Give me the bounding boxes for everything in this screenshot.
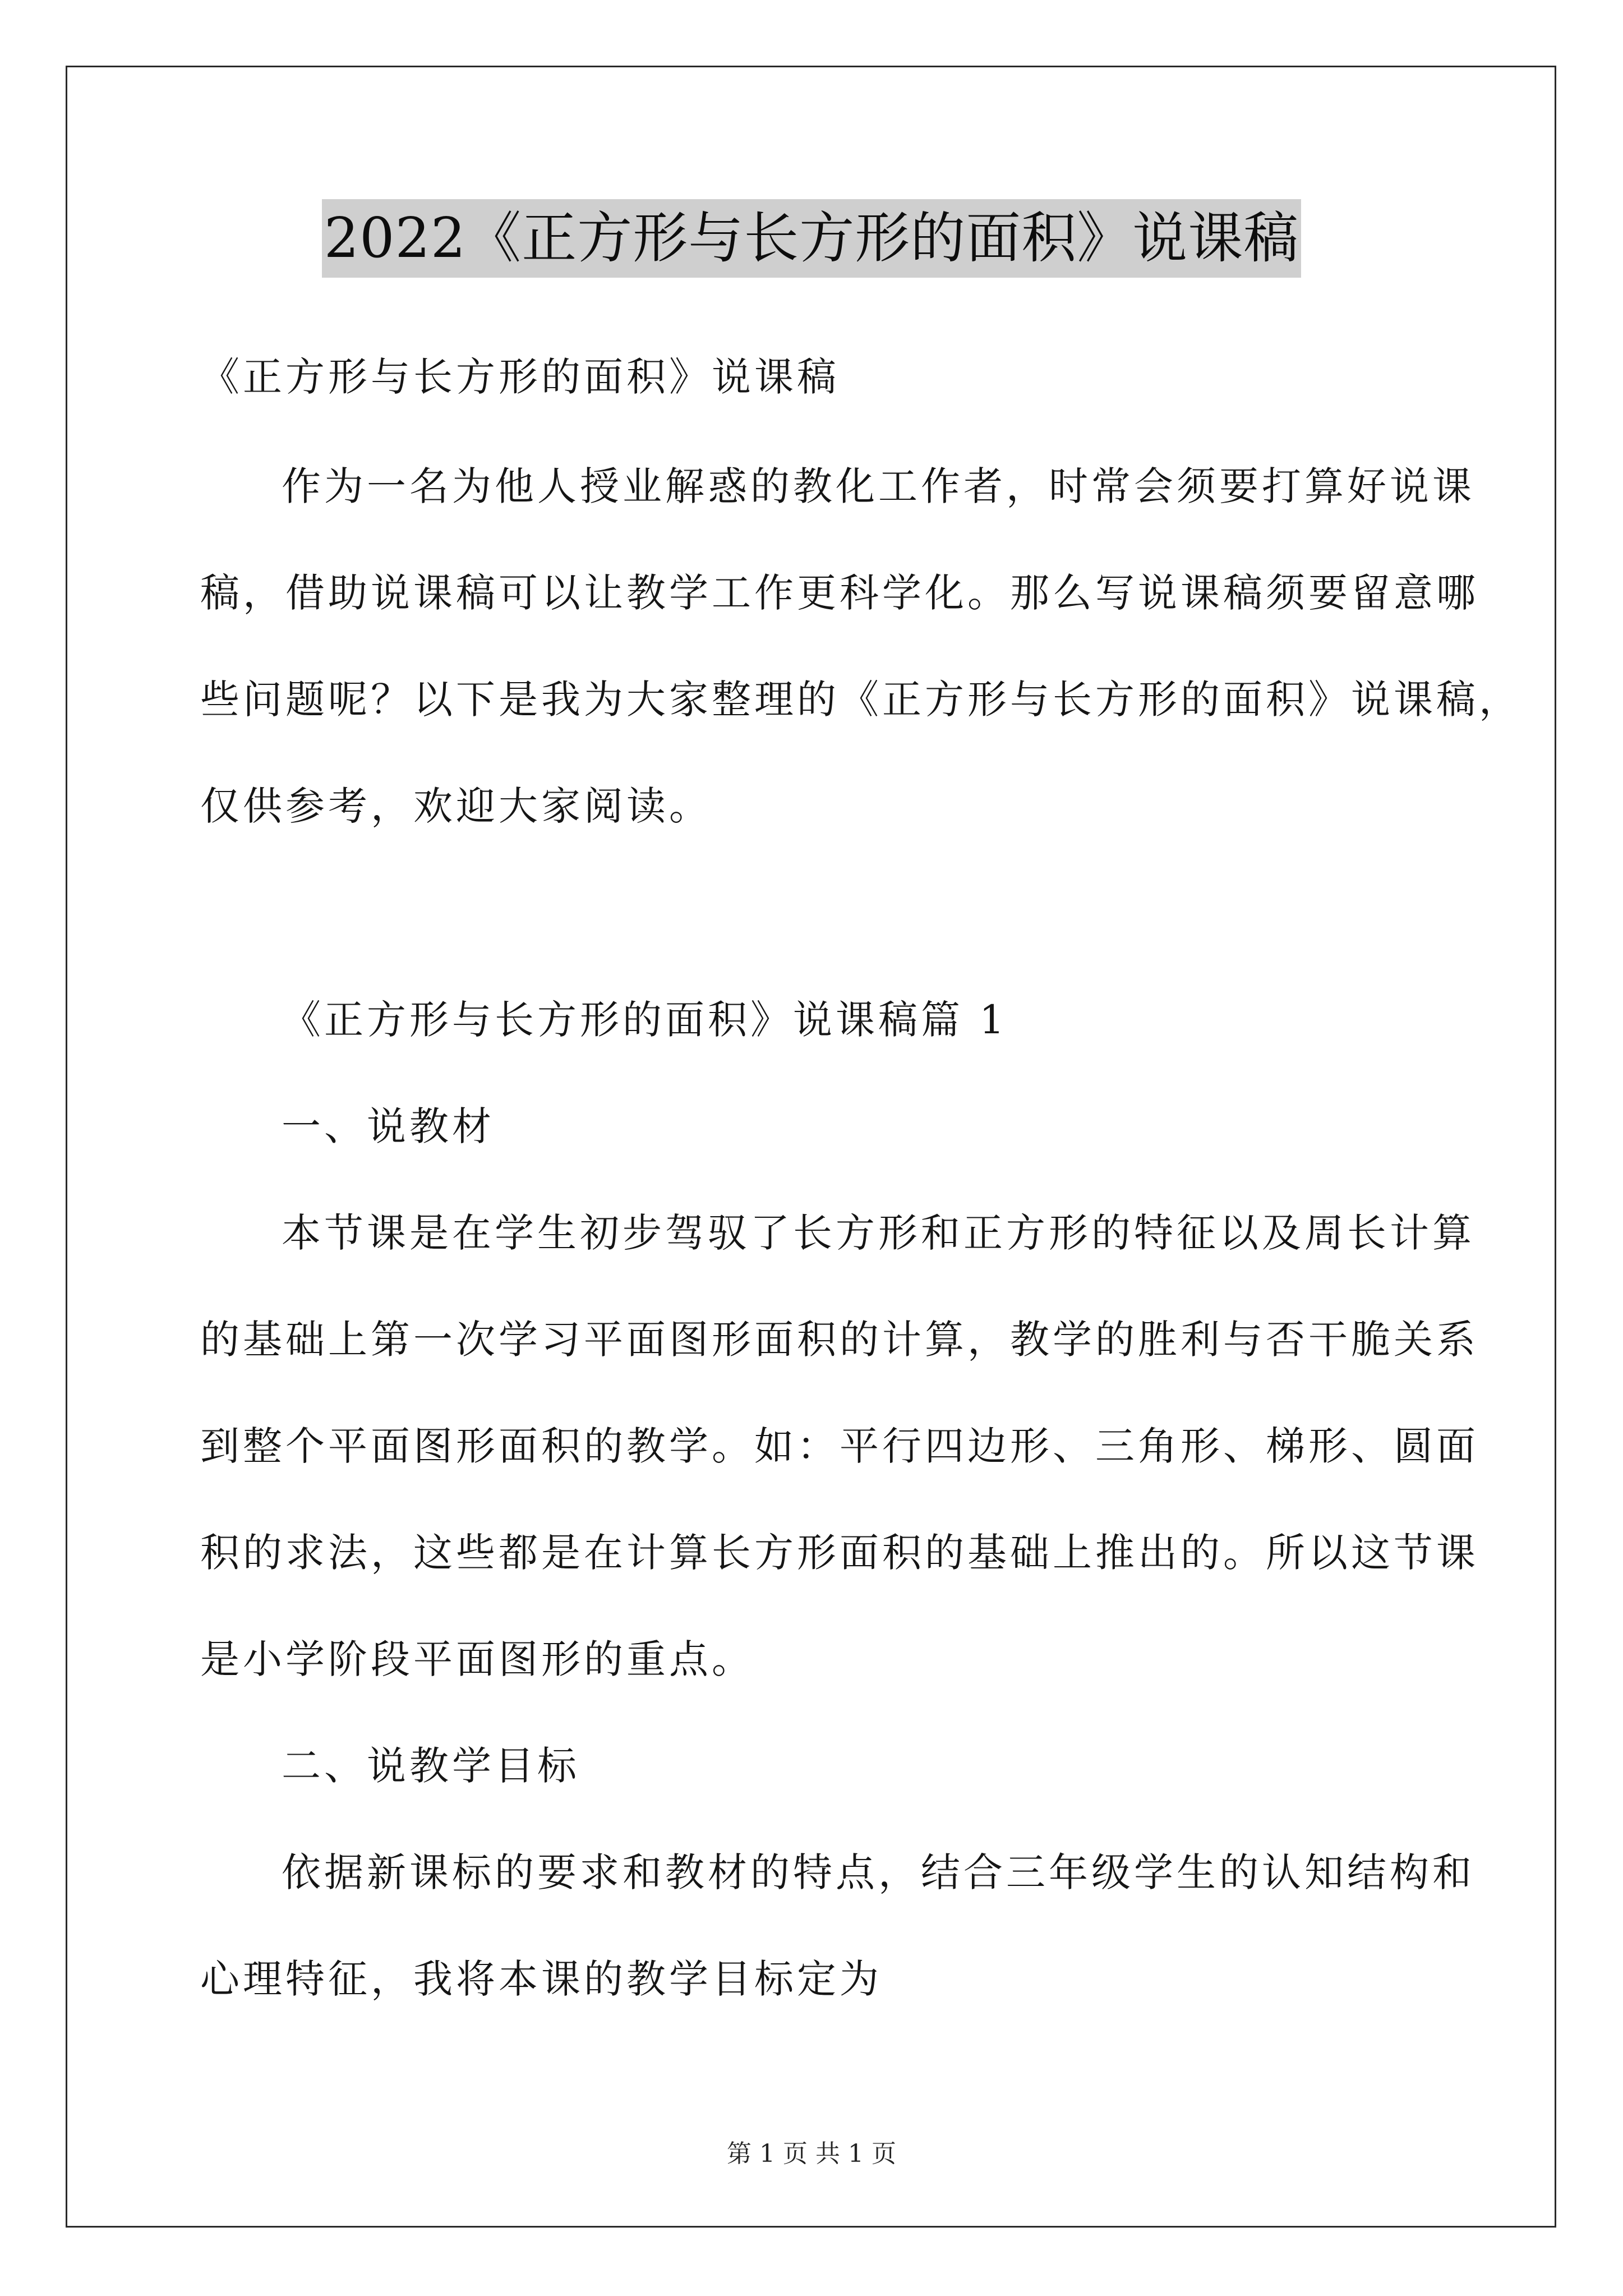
textbook-line-1: 本节课是在学生初步驾驭了长方形和正方形的特征以及周长计算 xyxy=(282,1210,1475,1256)
page-footer: 第 1 页 共 1 页 xyxy=(727,2139,896,2168)
textbook-line-2: 的基础上第一次学习平面图形面积的计算，教学的胜利与否干脆关系 xyxy=(200,1317,1479,1363)
textbook-line-4: 积的求法，这些都是在计算长方形面积的基础上推出的。所以这节课 xyxy=(200,1530,1479,1576)
textbook-line-5: 是小学阶段平面图形的重点。 xyxy=(200,1636,754,1682)
textbook-line-3: 到整个平面图形面积的教学。如：平行四边形、三角形、梯形、圆面 xyxy=(200,1423,1479,1469)
intro-line-4: 仅供参考，欢迎大家阅读。 xyxy=(200,783,712,829)
objectives-line-1: 依据新课标的要求和教材的特点，结合三年级学生的认知结构和 xyxy=(282,1849,1475,1895)
intro-line-3: 些问题呢？以下是我为大家整理的《正方形与长方形的面积》说课稿， xyxy=(200,677,1521,723)
objectives-line-2: 心理特征，我将本课的教学目标定为 xyxy=(200,1956,882,2002)
intro-line-1: 作为一名为他人授业解惑的教化工作者，时常会须要打算好说课 xyxy=(282,463,1475,509)
intro-line-2: 稿，借助说课稿可以让教学工作更科学化。那么写说课稿须要留意哪 xyxy=(200,570,1479,616)
section-heading: 《正方形与长方形的面积》说课稿篇 1 xyxy=(282,997,1008,1043)
subtitle-line: 《正方形与长方形的面积》说课稿 xyxy=(200,354,840,400)
heading-textbook: 一、说教材 xyxy=(282,1103,495,1149)
document-title: 2022《正方形与长方形的面积》说课稿 xyxy=(322,199,1301,278)
heading-objectives: 二、说教学目标 xyxy=(282,1743,580,1789)
title-container xyxy=(0,199,1623,278)
